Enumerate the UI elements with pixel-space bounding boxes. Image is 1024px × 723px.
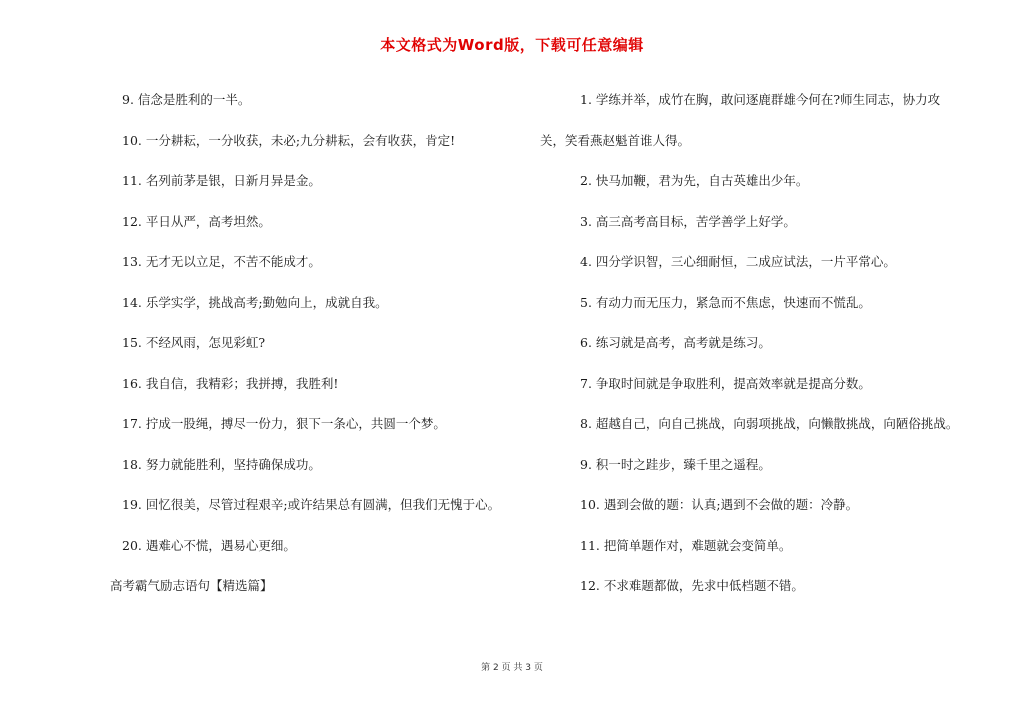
left-column <box>82 80 522 607</box>
list-item: 2. 快马加鞭，君为先，自古英雄出少年。 <box>580 173 809 188</box>
list-item: 14. 乐学实学，挑战高考;勤勉向上，成就自我。 <box>122 294 388 310</box>
list-item: 6. 练习就是高考，高考就是练习。 <box>580 335 771 350</box>
list-item: 16. 我自信，我精彩；我拼搏，我胜利! <box>122 375 339 391</box>
list-item: 11. 名列前茅是银，日新月异是金。 <box>122 173 321 188</box>
list-item: 13. 无才无以立足，不苦不能成才。 <box>122 254 321 269</box>
list-item: 17. 拧成一股绳，搏尽一份力，狠下一条心，共圆一个梦。 <box>122 416 446 431</box>
list-item: 10. 遇到会做的题：认真;遇到不会做的题：冷静。 <box>580 497 859 512</box>
list-item: 9. 积一时之跬步，臻千里之遥程。 <box>580 456 771 472</box>
list-item: 12. 平日从严，高考坦然。 <box>122 213 271 229</box>
document-header-banner: 本文格式为Word版，下载可任意编辑 <box>380 36 644 54</box>
list-item: 5. 有动力而无压力，紧急而不焦虑，快速而不慌乱。 <box>580 294 871 310</box>
list-item: 8. 超越自己，向自己挑战，向弱项挑战，向懒散挑战，向陋俗挑战。 <box>580 416 959 431</box>
list-item: 11. 把简单题作对，难题就会变简单。 <box>580 537 792 553</box>
list-item: 18. 努力就能胜利，坚持确保成功。 <box>122 456 321 472</box>
section-heading: 高考霸气励志语句【精选篇】 <box>110 578 273 593</box>
page-footer: 第 2 页 共 3 页 <box>481 663 543 673</box>
list-item: 9. 信念是胜利的一半。 <box>122 92 251 107</box>
list-item: 15. 不经风雨，怎见彩虹? <box>122 335 266 350</box>
list-item: 1. 学练并举，成竹在胸，敢问逐鹿群雄今何在?师生同志，协力攻关，笑看燕赵魁首谁人得。 <box>540 92 941 148</box>
list-item: 7. 争取时间就是争取胜利，提高效率就是提高分数。 <box>580 375 871 391</box>
list-item: 10. 一分耕耘，一分收获，未必;九分耕耘，会有收获，肯定! <box>122 132 456 148</box>
right-column <box>540 80 960 607</box>
list-item: 19. 回忆很美，尽管过程艰辛;或许结果总有圆满，但我们无愧于心。 <box>122 497 501 512</box>
list-item: 12. 不求难题都做，先求中低档题不错。 <box>580 578 804 593</box>
list-item: 20. 遇难心不慌，遇易心更细。 <box>122 537 296 553</box>
list-item: 3. 高三高考高目标，苦学善学上好学。 <box>580 213 796 229</box>
list-item: 4. 四分学识智，三心细耐恒，二成应试法，一片平常心。 <box>580 254 896 269</box>
